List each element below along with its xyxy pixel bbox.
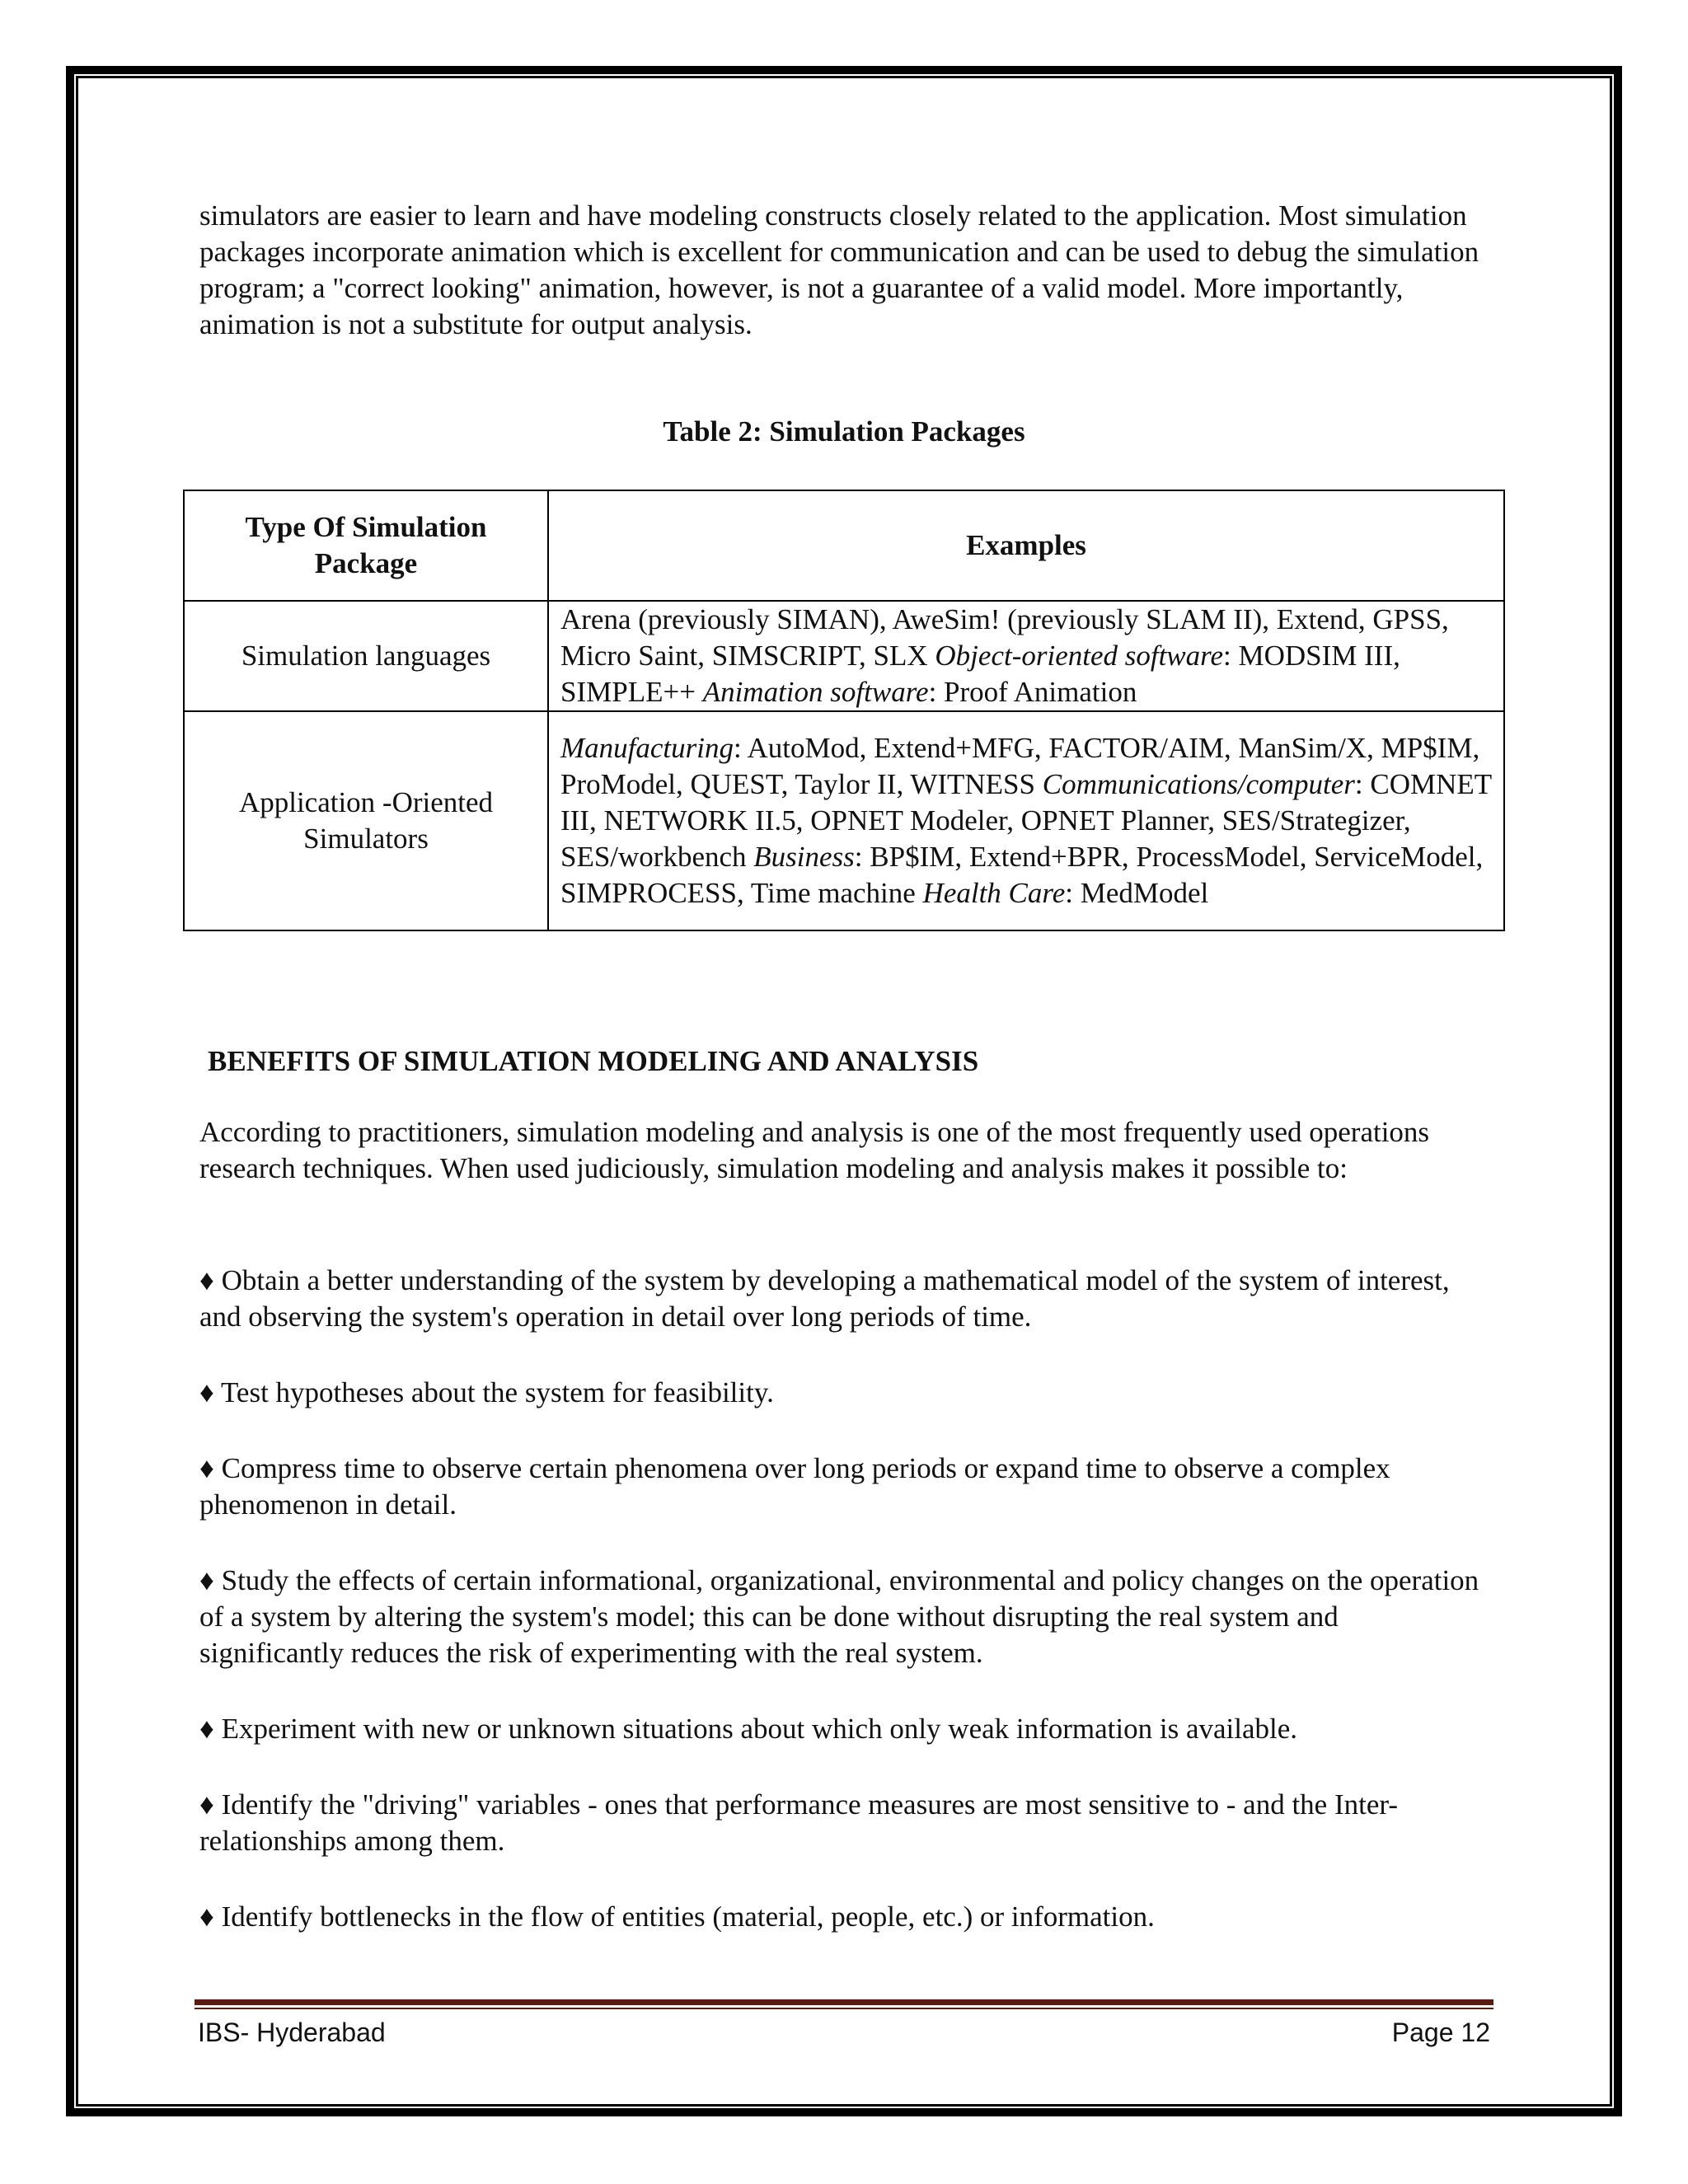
table-row <box>184 711 1504 930</box>
bullet-item: ♦ Test hypotheses about the system for feasibility. <box>199 1376 774 1408</box>
intro-paragraph: simulators are easier to learn and have modeling constructs closely related to the application. Most simulation packages incorporate animation which is excellent for communication and can be used to debug the simulation program; a "correct looking" animation, however, is not a guarantee of a valid model. More importantly, animation is not a substitute for output analysis. <box>199 199 1479 340</box>
section-heading: BENEFITS OF SIMULATION MODELING AND ANALYSIS <box>208 1045 979 1077</box>
cell-examples-simulation-languages: Arena (previously SIMAN), AweSim! (previously SLAM II), Extend, GPSS, Micro Saint, SIMSCRIPT, SLX Object-oriented software: MODSIM III, SIMPLE++ Animation software: Proof Animation <box>548 601 1504 711</box>
cell-type-application-oriented: Application -Oriented Simulators <box>184 711 548 930</box>
cell-type-simulation-languages: Simulation languages <box>184 601 548 711</box>
table-row <box>184 601 1504 711</box>
table-header-row <box>184 490 1504 601</box>
footer-divider <box>195 1999 1493 2005</box>
bullet-item: ♦ Obtain a better understanding of the system by developing a mathematical model of the system of interest, and observing the system's operation in detail over long periods of time. <box>199 1264 1450 1333</box>
footer-page-number: Page 12 <box>1391 2018 1490 2047</box>
simulation-packages-table <box>183 490 1505 931</box>
bullet-item: ♦ Study the effects of certain informational, organizational, environmental and policy changes on the operation of a system by altering the system's model; this can be done without disrupting the real system and significantly reduces the risk of experimenting with the real system. <box>199 1564 1479 1669</box>
bullet-item: ♦ Identify the "driving" variables - ones that performance measures are most sensitive to - and the Inter-relationships among them. <box>199 1788 1398 1857</box>
header-examples: Examples <box>548 490 1504 601</box>
table-caption: Table 2: Simulation Packages <box>663 415 1025 448</box>
bullet-item: ♦ Identify bottlenecks in the flow of entities (material, people, etc.) or information. <box>199 1900 1155 1933</box>
cell-examples-application-oriented: Manufacturing: AutoMod, Extend+MFG, FACTOR/AIM, ManSim/X, MP$IM, ProModel, QUEST, Taylor II, WITNESS Communications/computer: COMNET III, NETWORK II.5, OPNET Modeler, OPNET Planner, SES/Strategizer, SES/workbench Business: BP$IM, Extend+BPR, ProcessModel, ServiceModel, SIMPROCESS, Time machine Health Care: MedModel <box>548 711 1504 930</box>
footer-institution: IBS- Hyderabad <box>198 2018 386 2047</box>
bullet-item: ♦ Compress time to observe certain phenomena over long periods or expand time to observe a complex phenomenon in detail. <box>199 1452 1390 1521</box>
header-type: Type Of Simulation Package <box>184 490 548 601</box>
section-intro-paragraph: According to practitioners, simulation modeling and analysis is one of the most frequently used operations research techniques. When used judiciously, simulation modeling and analysis makes it possible to: <box>199 1116 1430 1184</box>
footer-divider-thin <box>195 2008 1493 2009</box>
bullet-item: ♦ Experiment with new or unknown situations about which only weak information is available. <box>199 1713 1298 1745</box>
